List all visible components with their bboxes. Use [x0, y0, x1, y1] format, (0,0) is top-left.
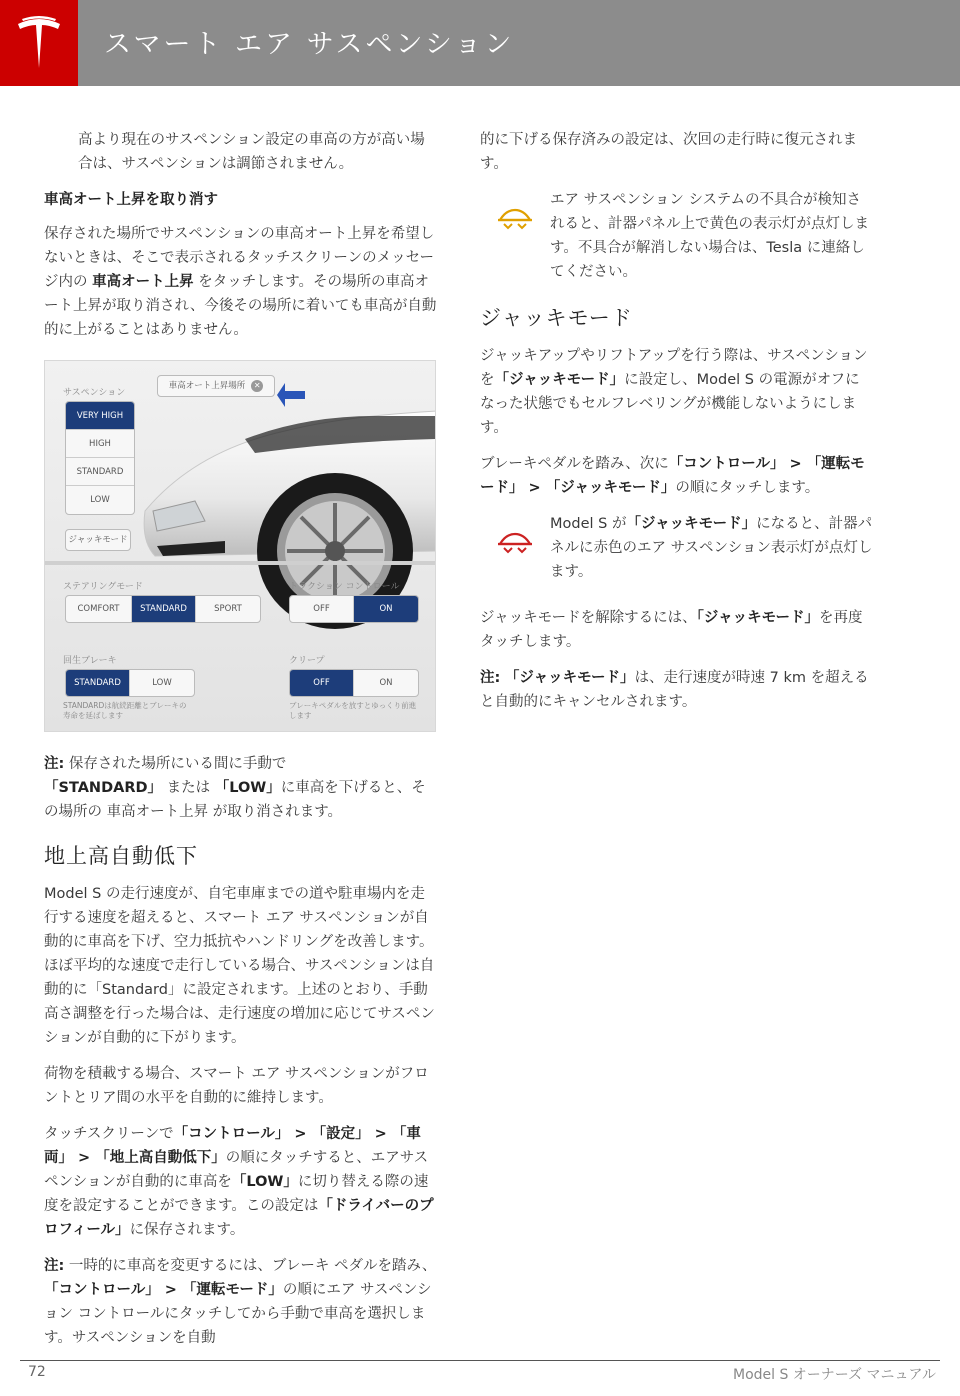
regen-low[interactable]: LOW: [152, 678, 172, 688]
creep-note: ブレーキペダルを放すとゆっくり前進します: [289, 701, 417, 720]
suspension-warning-red-icon: [496, 530, 534, 554]
red-warning-text: Model S が「ジャッキモード」になると、計器パネルに赤色のエア サスペンション表示灯が点灯します。: [550, 516, 873, 580]
steering-mode-selector[interactable]: [65, 595, 261, 623]
creep-label: クリープ: [289, 656, 325, 666]
note-temporary-height: 注: 一時的に車高を変更するには、ブレーキ ペダルを踏み、「コントロール」 > 「運転モード」の順にエア サスペンション コントロールにタッチしてから手動で車高を選択します。サスペンションを自動: [44, 1258, 437, 1346]
creep-off[interactable]: OFF: [290, 670, 354, 696]
jack-mode-paragraph-2: ブレーキペダルを踏み、次に「コントロール」 > 「運転モード」 > 「ジャッキモード」の順にタッチします。: [480, 456, 865, 496]
steering-standard[interactable]: STANDARD: [132, 596, 196, 622]
steering-sport[interactable]: SPORT: [214, 604, 242, 614]
tesla-logo: [0, 0, 78, 86]
continued-paragraph: 的に下げる保存済みの設定は、次回の走行時に復元されます。: [480, 132, 857, 172]
page-title: スマート エア サスペンション: [104, 29, 515, 60]
page-header: [0, 0, 960, 86]
red-warning-row: [480, 512, 874, 584]
jack-mode-paragraph-1: ジャッキアップやリフトアップを行う際は、サスペンションを「ジャッキモード」に設定し、Model S の電源がオフになった状態でもセルフレベリングが機能しないようにします。: [480, 348, 868, 436]
steering-comfort[interactable]: COMFORT: [66, 596, 132, 622]
creep-on[interactable]: ON: [379, 678, 393, 688]
auto-lowering-heading: 地上高自動低下: [44, 844, 198, 868]
auto-lowering-paragraph-3: タッチスクリーンで「コントロール」 > 「設定」 > 「車両」 > 「地上高自動低下」の順にタッチすると、エアサスペンションが自動的に車高を「LOW」に切り替える際の速度を設定することができます。この設定は「ドライバーのプロフィール」に保存されます。: [44, 1126, 434, 1238]
amber-warning-text: エア サスペンション システムの不具合が検知されると、計器パネル上で黄色の表示灯が点灯します。不具合が解消しない場合は、Tesla に連絡してください。: [550, 192, 869, 280]
auto-lowering-paragraph-1: Model S の走行速度が、自宅車庫までの道や駐車場内を走行する速度を超えると、スマート エア サスペンションが自動的に車高を下げ、空力抵抗やハンドリングを改善します。ほぼ平均的な速度で走行している場合、サスペンションは自動的に「Standard」に設定されます。上述のとおり、手動高さ調整を行った場合は、走行速度の増加に応じてサスペンションが自動的に下がります。: [44, 886, 435, 1046]
jack-mode-heading: ジャッキモード: [480, 306, 633, 330]
height-very-high[interactable]: VERY HIGH: [66, 402, 134, 430]
footer-manual-title: Model S オーナーズ マニュアル: [732, 1367, 936, 1383]
note-standard-low: 注: 保存された場所にいる間に手動で 「STANDARD」 または 「LOW」に車高を下げると、その場所の 車高オート上昇 が取り消されます。: [44, 756, 426, 820]
height-high[interactable]: HIGH: [66, 430, 134, 458]
auto-lowering-paragraph-2: 荷物を積載する場合、スマート エア サスペンションがフロントとリア間の水平を自動的に維持します。: [44, 1066, 429, 1106]
cancel-autoraise-paragraph: 保存された場所でサスペンションの車高オート上昇を希望しないときは、そこで表示されるタッチスクリーンのメッセージ内の 車高オート上昇 をタッチします。その場所の車高オート上昇が取り消され、今後その場所に着いても車高が自動的に上がることはありません。: [44, 226, 437, 338]
regen-standard[interactable]: STANDARD: [66, 670, 130, 696]
height-standard[interactable]: STANDARD: [66, 458, 134, 486]
intro-paragraph: 高より現在のサスペンション設定の車高の方が高い場合は、サスペンションは調節されません。: [78, 132, 425, 172]
ride-height-selector[interactable]: [65, 401, 135, 515]
right-column: [480, 128, 874, 726]
traction-on[interactable]: ON: [354, 596, 418, 622]
creep-selector[interactable]: [289, 669, 419, 697]
height-low[interactable]: LOW: [90, 495, 110, 505]
traction-off[interactable]: OFF: [290, 596, 354, 622]
suspension-label: サスペンション: [63, 388, 126, 398]
footer-rule: [20, 1360, 940, 1361]
left-column: [44, 128, 438, 1362]
traction-control-selector[interactable]: [289, 595, 419, 623]
regen-note: STANDARDは航続距離とブレーキの寿命を延ばします: [63, 701, 187, 720]
cancel-autoraise-heading: 車高オート上昇を取り消す: [44, 192, 218, 208]
suspension-warning-amber-icon: [496, 206, 534, 230]
traction-control-label: トラクション コントロール: [289, 582, 400, 592]
close-icon[interactable]: ✕: [251, 380, 263, 392]
jack-mode-paragraph-3: ジャッキモードを解除するには、「ジャッキモード」を再度タッチします。: [480, 610, 863, 650]
page-number: 72: [28, 1364, 46, 1380]
suspension-screen-figure: [44, 360, 436, 732]
jack-mode-button[interactable]: ジャッキモード: [65, 529, 131, 551]
steering-mode-label: ステアリングモード: [63, 582, 143, 592]
autoraise-location-pill[interactable]: 車高オート上昇場所 ✕: [157, 375, 275, 397]
regen-brake-label: 回生ブレーキ: [63, 656, 117, 666]
note-jack-cancel: 注: 「ジャッキモード」は、走行速度が時速 7 km を超えると自動的にキャンセルされます。: [480, 670, 869, 710]
tesla-logo-icon: [16, 16, 62, 70]
regen-brake-selector[interactable]: [65, 669, 195, 697]
amber-warning-row: [480, 188, 874, 284]
